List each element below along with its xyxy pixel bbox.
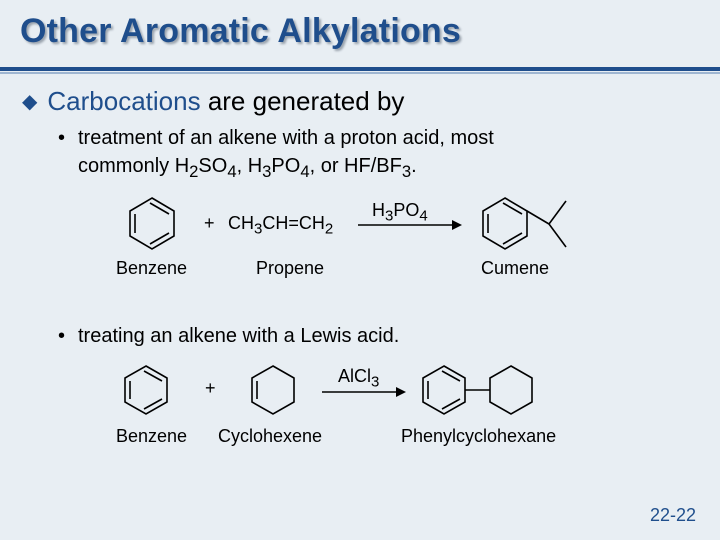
label-phenylcyclohexane: Phenylcyclohexane bbox=[401, 426, 557, 446]
label-cumene: Cumene bbox=[481, 258, 550, 278]
cumene-structure bbox=[483, 198, 566, 249]
sub-bullet-2 bbox=[58, 322, 399, 350]
label-propene: Propene bbox=[256, 258, 325, 278]
benzene-structure-2 bbox=[125, 366, 167, 414]
propene-formula: $CH_3CH=CH_2$ bbox=[228, 213, 334, 238]
label-benzene-2: Benzene bbox=[116, 426, 188, 446]
benzene-structure-1 bbox=[130, 198, 174, 249]
label-benzene-1: Benzene bbox=[116, 258, 188, 278]
reaction-1-reagent: $H_3PO_4$ bbox=[372, 200, 428, 225]
sub-bullet-1-line-2: commonly $H_2SO_4$, $H_3PO_4$, or $HF/BF_3$. bbox=[78, 155, 417, 181]
sub-bullet-1-line-1: treatment of an alkene with a proton acid, most bbox=[78, 127, 494, 149]
bullet-diamond-icon: ◆ bbox=[22, 91, 38, 113]
phenylcyclohexane-structure bbox=[423, 366, 532, 414]
bullet-dot-icon: • bbox=[58, 325, 66, 347]
page-number: 22-22 bbox=[649, 505, 696, 525]
bullet-keyword: Carbocations bbox=[47, 86, 201, 116]
reaction-2-reagent: AlCl$_3$ bbox=[338, 366, 380, 391]
sub-bullet-2-text: treating an alkene with a Lewis acid. bbox=[78, 325, 400, 347]
reaction-2-plus: + bbox=[205, 378, 216, 398]
slide-title: Other Aromatic Alkylations bbox=[20, 12, 462, 50]
cyclohexene-structure bbox=[252, 366, 294, 414]
label-cyclohexene: Cyclohexene bbox=[218, 426, 323, 446]
bullet-dot-icon: • bbox=[58, 127, 66, 149]
bullet-text: are generated by bbox=[200, 86, 405, 116]
reaction-1-plus: + bbox=[204, 213, 215, 233]
